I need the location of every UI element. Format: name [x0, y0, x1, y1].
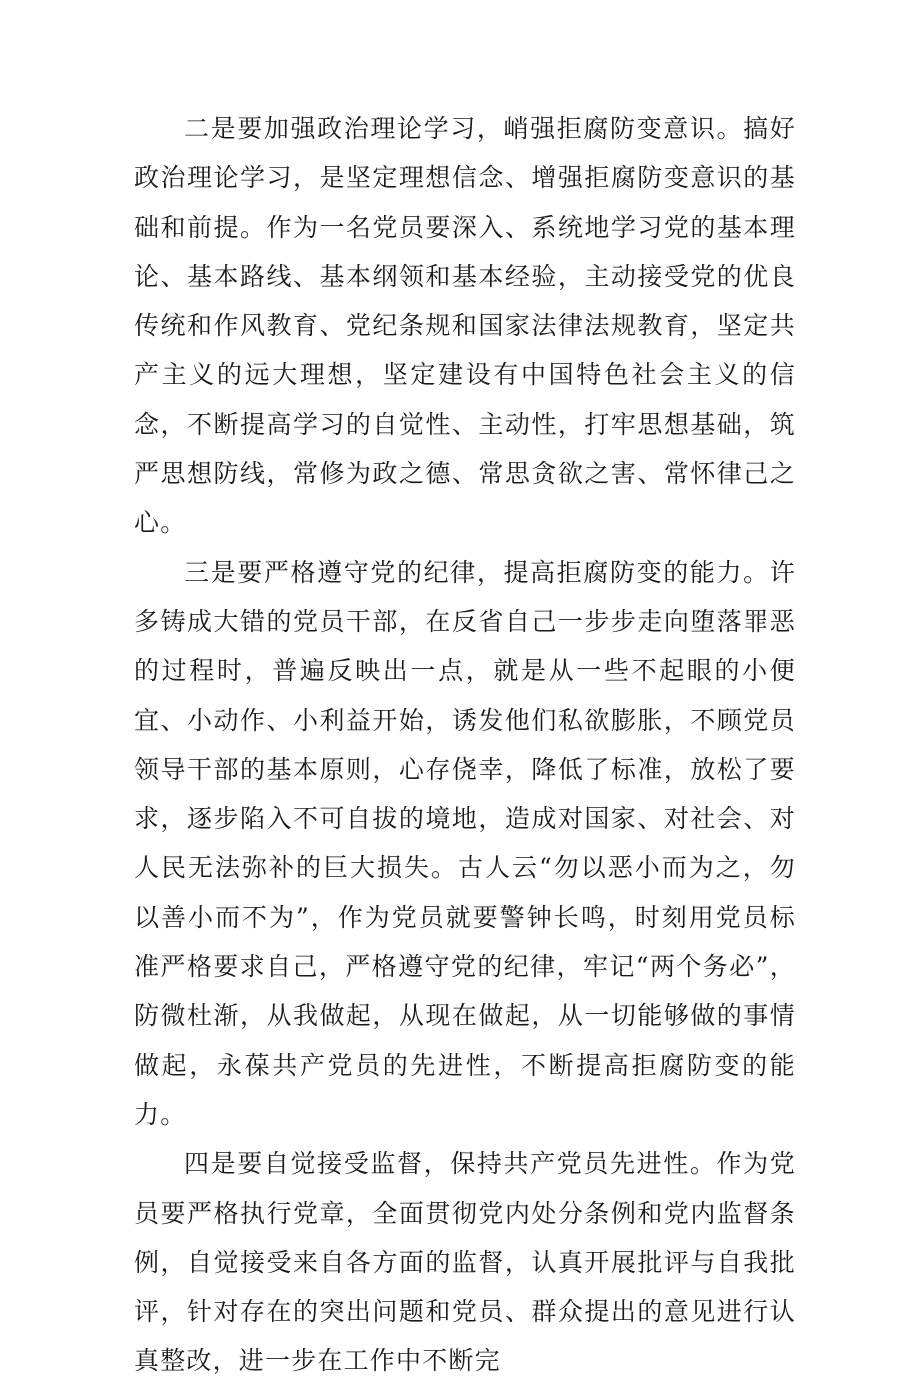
- paragraph-political-theory: 二是要加强政治理论学习，峭强拒腐防变意识。搞好政治理论学习，是坚定理想信念、增强拒腐防变意识的基础和前提。作为一名党员要深入、系统地学习党的基本理论、基本路线、基本纲领和基本经验，主动接受党的优良传统和作风教育、党纪条规和国家法律法规教育，坚定共产主义的远大理想，坚定建设有中国特色社会主义的信念，不断提高学习的自觉性、主动性，打牢思想基础，筑严思想防线，常修为政之德、常思贪欲之害、常怀律己之心。: [134, 114, 796, 538]
- paragraph-supervision: 四是要自觉接受监督，保持共产党员先进性。作为党员要严格执行党章，全面贯彻党内处分条例和党内监督条例，自觉接受来自各方面的监督，认真开展批评与自我批评，针对存在的突出问题和党员、群众提出的意见进行认真整改，进一步在工作中不断完: [134, 1149, 796, 1376]
- paragraph-party-discipline: 三是要严格遵守党的纪律，提高拒腐防变的能力。许多铸成大错的党员干部，在反省自己一步步走向堕落罪恶的过程时，普遍反映出一点，就是从一些不起眼的小便宜、小动作、小利益开始，诱发他们私欲膨胀，不顾党员领导干部的基本原则，心存侥幸，降低了标准，放松了要求，逐步陷入不可自拔的境地，造成对国家、对社会、对人民无法弥补的巨大损失。古人云“勿以恶小而为之，勿以善小而不为”，作为党员就要警钟长鸣，时刻用党员标准严格要求自己，严格遵守党的纪律，牢记“两个务必”，防微杜渐，从我做起，从现在做起，从一切能够做的事情做起，永葆共产党员的先进性，不断提高拒腐防变的能力。: [134, 557, 796, 1129]
- document-body: [134, 104, 796, 1386]
